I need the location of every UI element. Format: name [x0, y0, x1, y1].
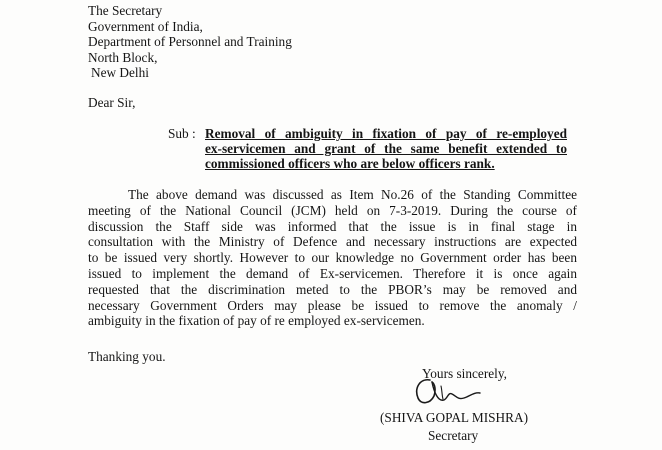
body-paragraph	[88, 187, 577, 329]
body-line: ambiguity in the fixation of pay of re employed ex-servicemen.	[88, 313, 425, 329]
body-line: The above demand was discussed as Item No.26 of the Standing Committee	[128, 187, 577, 202]
closing-line: Yours sincerely,	[422, 366, 507, 381]
body-line: to be issued very shortly. However to our knowledge no Government order has been	[88, 250, 577, 266]
signatory-designation: Secretary	[428, 428, 479, 443]
handwritten-signature	[408, 372, 488, 412]
body-line: issued to implement the demand of Ex-servicemen. Therefore it is once again	[88, 265, 577, 281]
address-line: The Secretary	[88, 3, 163, 18]
body-line: necessary Government Orders may please be issued to remove the anomaly /	[88, 297, 577, 313]
body-line: consultation with the Ministry of Defence and necessary instructions are expected	[88, 234, 577, 250]
address-line: Department of Personnel and Training	[88, 34, 292, 49]
subject-line: ex-servicemen and grant of the same benefit extended to	[205, 141, 567, 156]
thanks-line: Thanking you.	[88, 349, 166, 364]
salutation: Dear Sir,	[88, 95, 136, 110]
body-line: meeting of the National Council (JCM) held on 7-3-2019. During the course of	[88, 202, 577, 218]
address-line: North Block,	[88, 49, 158, 65]
subject-line: Removal of ambiguity in fixation of pay of re-employed	[205, 126, 567, 141]
subject-line: commissioned officers who are below officers rank.	[205, 156, 495, 171]
subject-label: Sub :	[168, 126, 196, 141]
signatory-name: (SHIVA GOPAL MISHRA)	[380, 410, 529, 425]
subject-text	[205, 126, 567, 171]
recipient-address	[88, 3, 292, 81]
address-line: New Delhi	[91, 65, 149, 80]
body-line: requested that the discrimination meted to the PBOR’s may be removed and	[88, 281, 577, 297]
body-line: discussion the Staff side was informed that the issue is in final stage in	[88, 218, 577, 234]
address-line: Government of India,	[88, 18, 203, 34]
